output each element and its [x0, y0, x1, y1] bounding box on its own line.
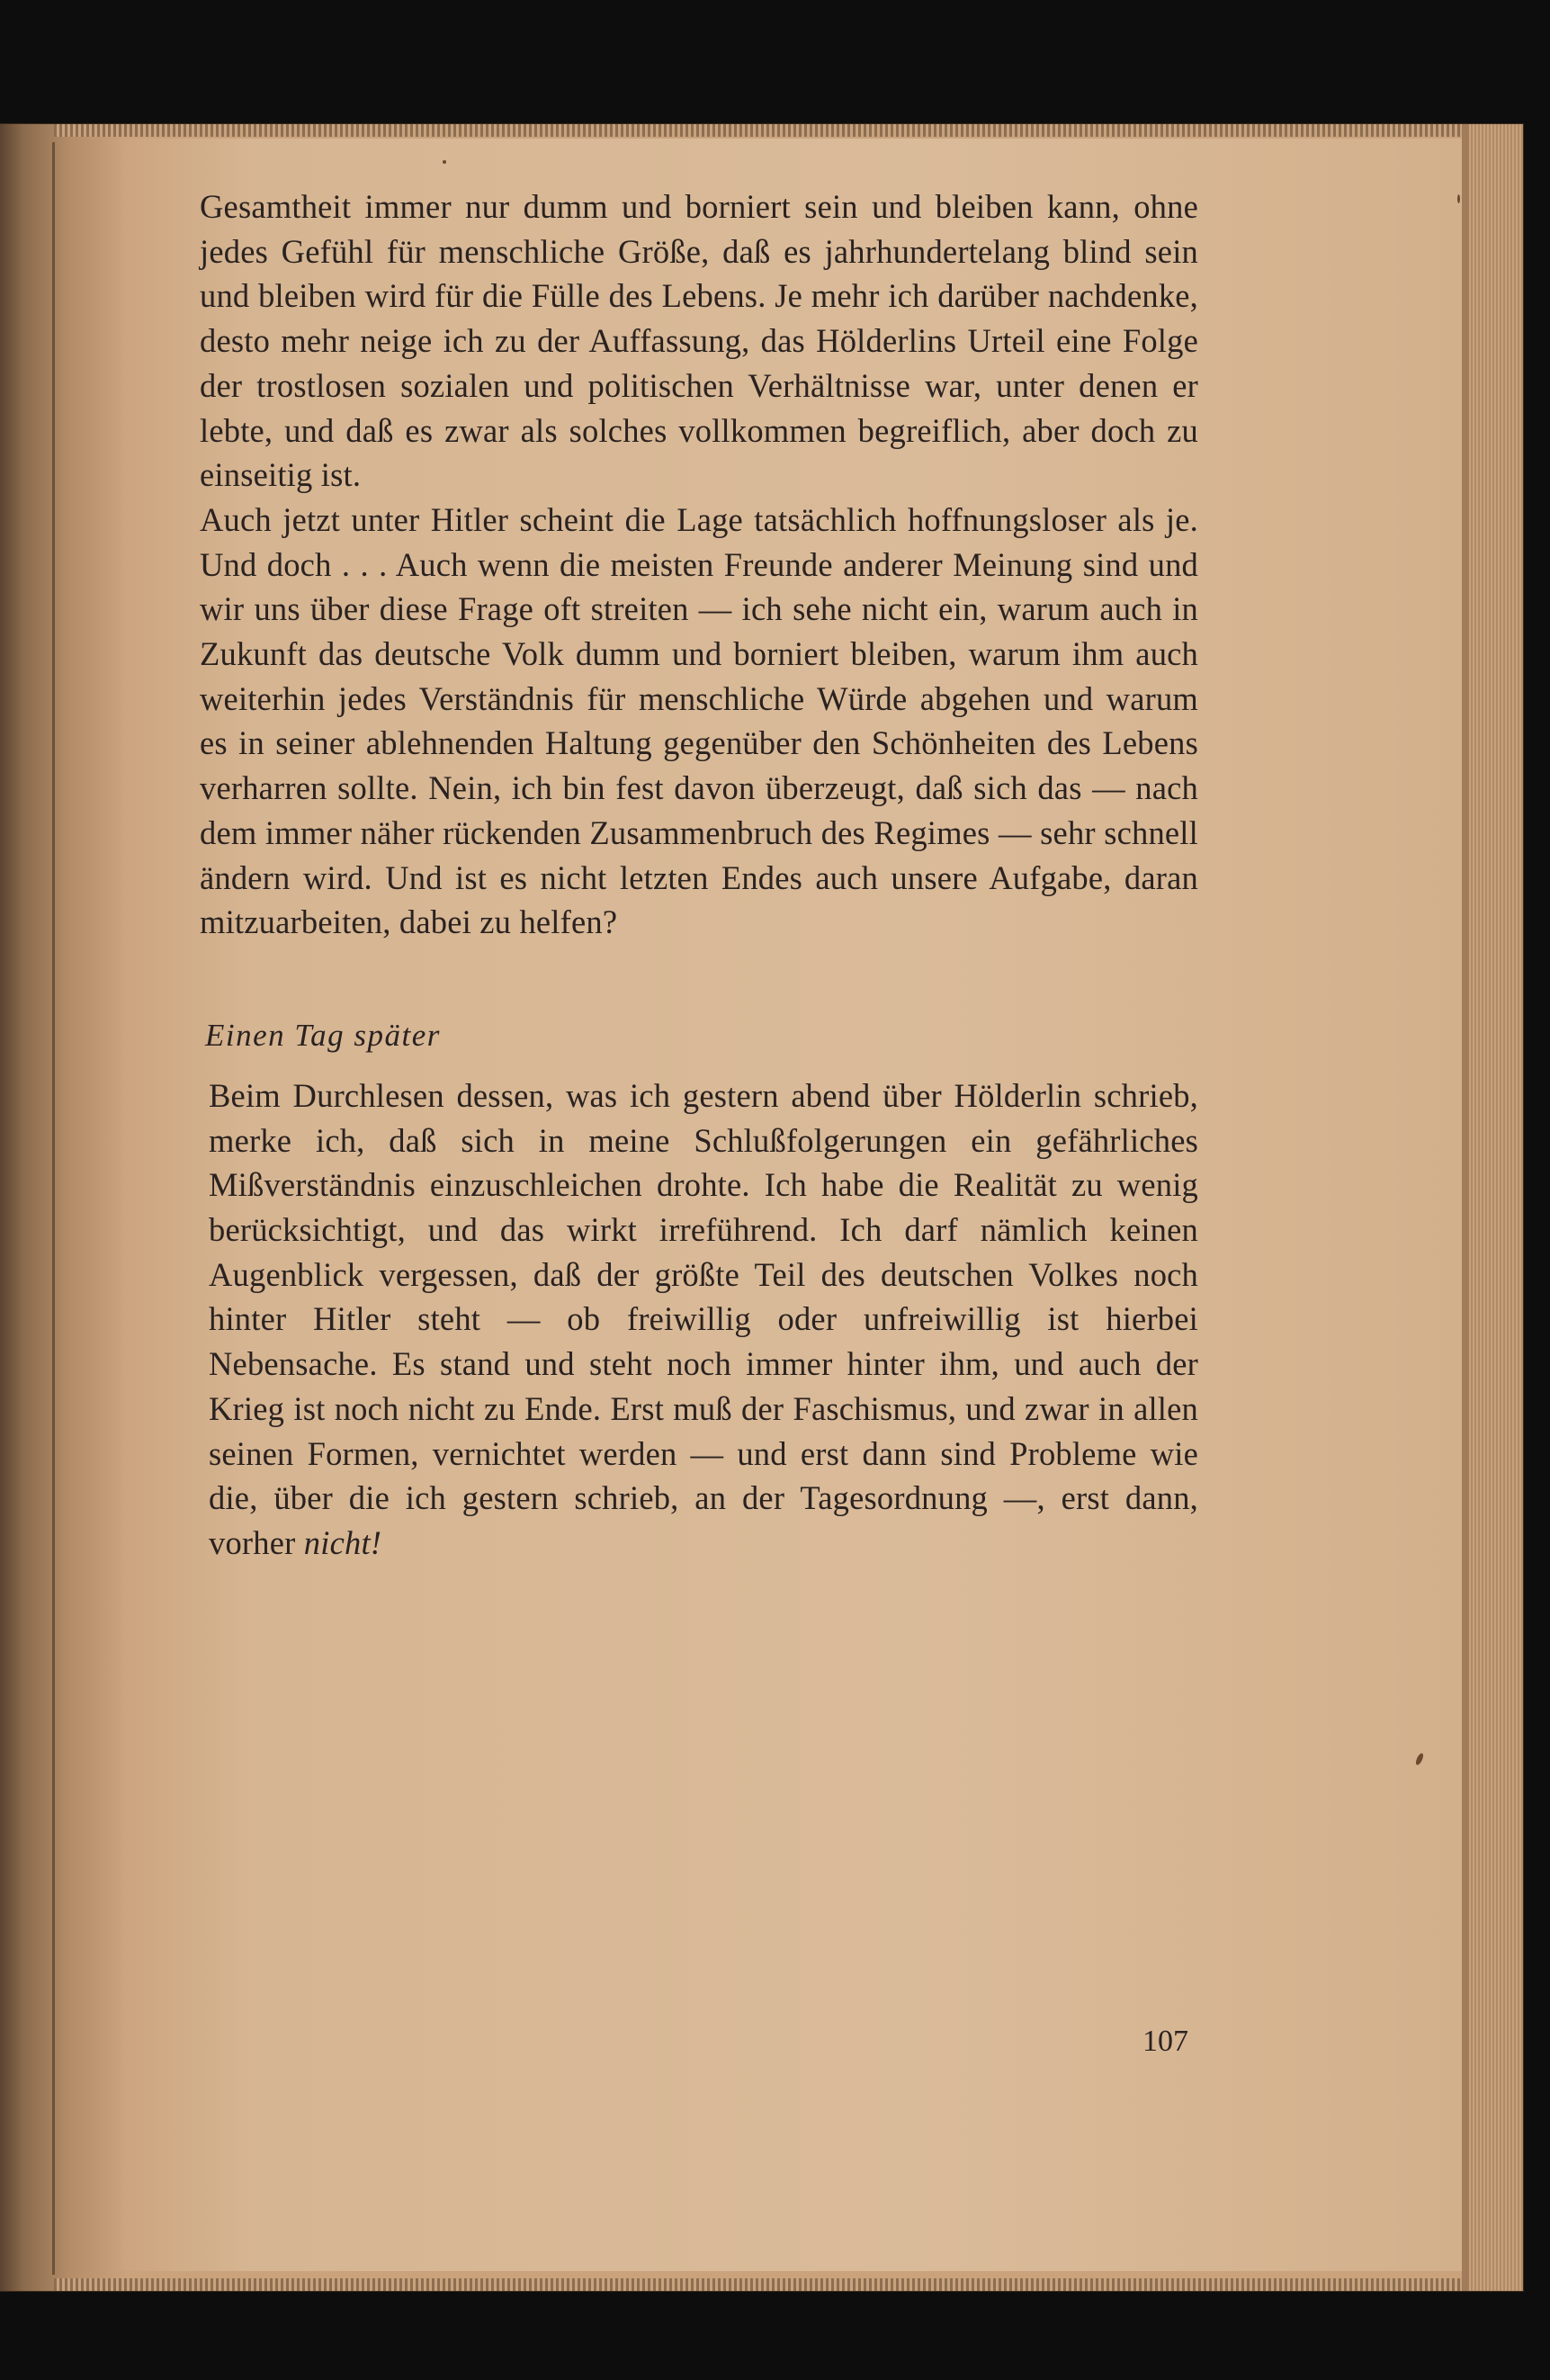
page-top-edge — [54, 124, 1469, 137]
section-heading: Einen Tag später — [205, 1017, 441, 1053]
body-text — [200, 184, 1198, 1566]
paper-speck — [1457, 194, 1460, 203]
paragraph: Auch jetzt unter Hitler scheint die Lage tatsächlich hoffnungsloser als je. Und doch . . . Auch wenn die meisten Freunde anderer Meinung sind und wir uns über diese Frage oft streiten — ich sehe nicht ein, warum auch in Zukunft das deutsche Volk dumm und borniert bleiben, warum ihm auch weiterhin jedes Verständnis für menschliche Würde abgehen und warum es in seiner ablehnenden Haltung gegenüber den Schönheiten des Lebens verharren sollte. Nein, ich bin fest davon überzeugt, daß sich das — nach dem immer näher rückenden Zusammenbruch des Regimes — sehr schnell ändern wird. Und ist es nicht letzten Endes auch unsere Aufgabe, daran mitzuarbeiten, dabei zu helfen? — [200, 500, 1198, 941]
paragraph — [209, 1073, 1198, 1566]
emphasis-text: nicht! — [303, 1523, 382, 1561]
page-bottom-edge — [54, 2278, 1469, 2291]
gutter-fold — [52, 142, 55, 2275]
paragraph-text: Beim Durchlesen dessen, was ich gestern abend über Hölderlin schrieb, merke ich, daß sich in meine Schlußfolgerungen ein gefährliches Mißverständnis einzuschleichen drohte. Ich habe die Realität zu wenig berücksichtigt, und das wirkt irreführend. Ich darf nämlich keinen Augenblick vergessen, daß der größte Teil des deutschen Volkes noch hinter Hitler steht — ob freiwillig oder unfreiwillig ist hierbei Nebensache. Es stand und steht noch immer hinter ihm, und auch der Krieg ist noch nicht zu Ende. Erst muß der Faschismus, und zwar in allen seinen Formen, vernichtet werden — und erst dann sind Probleme wie die, über die ich gestern schrieb, an der Tagesordnung —, erst dann, vorher — [209, 1076, 1198, 1561]
binding-gutter — [0, 124, 126, 2291]
page-number: 107 — [1142, 2025, 1188, 2058]
paper-speck — [443, 160, 446, 164]
paragraph: Gesamtheit immer nur dumm und borniert sein und bleiben kann, ohne jedes Gefühl für menschliche Größe, daß es jahrhundertelang blind sein und bleiben wird für die Fülle des Lebens. Je mehr ich darüber nachdenke, desto mehr neige ich zu der Auffassung, das Hölderlins Urteil eine Folge der trostlosen sozialen und politischen Verhältnisse war, unter denen er lebte, und daß es zwar als solches vollkommen begreiflich, aber doch zu einseitig ist. — [200, 188, 1198, 494]
book-fore-edge — [1469, 124, 1523, 2291]
